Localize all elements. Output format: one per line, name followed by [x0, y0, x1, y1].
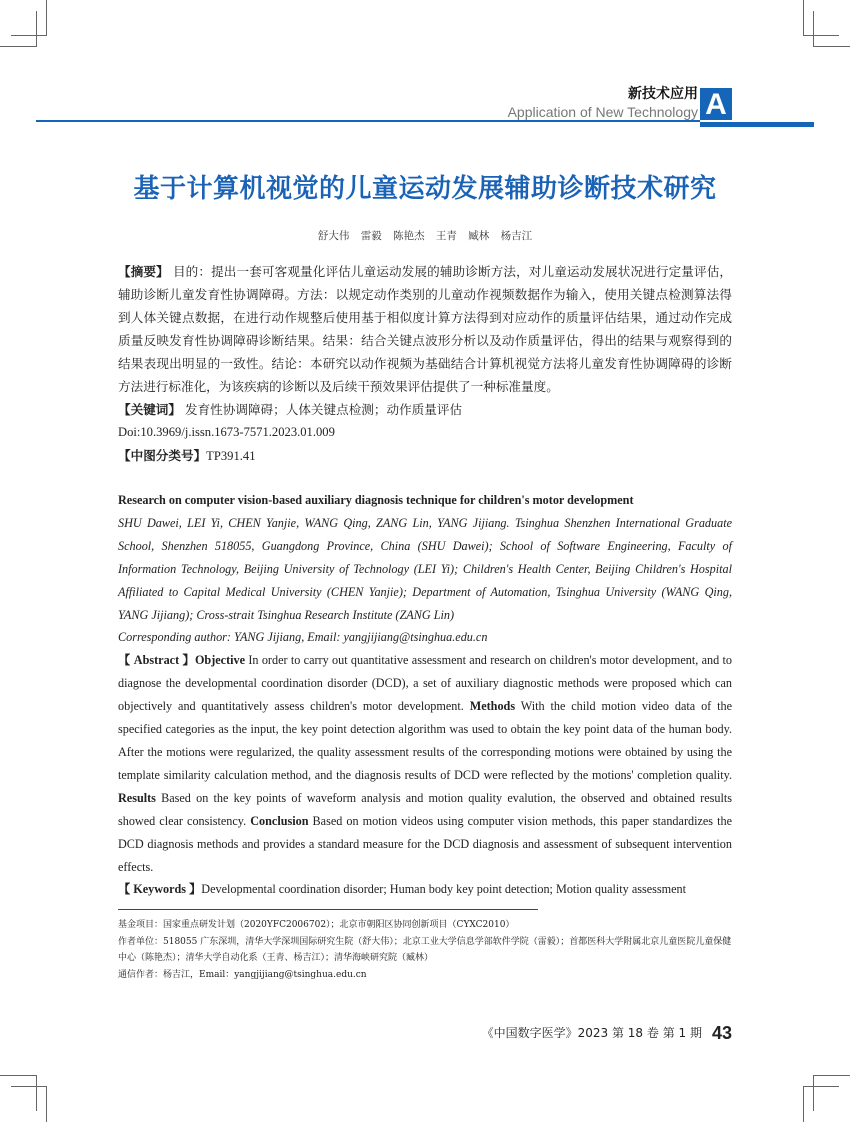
- clc-label: 【中图分类号】: [118, 448, 207, 463]
- section-title-cn: 新技术应用: [628, 86, 698, 102]
- results-text: Based on the key points of waveform analysis and motion quality evalution, the observed and obtained results showed clear consistency.: [118, 790, 732, 828]
- footnotes: [118, 917, 732, 983]
- header-rule: [36, 120, 700, 122]
- keywords-en-text: Developmental coordination disorder; Human body key point detection; Motion quality assessment: [201, 882, 686, 897]
- conclusion-label: Conclusion: [250, 813, 309, 828]
- english-abstract: [118, 649, 732, 878]
- footnote-rule: [118, 909, 538, 910]
- keywords-en-label: 【 Keywords 】: [118, 882, 202, 897]
- objective-label: Objective: [194, 653, 246, 668]
- abstract-text: 目的：提出一套可客观量化评估儿童运动发展的辅助诊断方法，对儿童运动发展状况进行定量评估，辅助诊断儿童发育性协调障碍。方法：以规定动作类别的儿童动作视频数据作为输入，使用关键点检测算法得到人体关键点数据，在进行动作规整后使用基于相似度计算方法得到对应动作的质量评估结果，通过动作完成质量反映发育性协调障碍诊断结果。结果：结合关键点波形分析以及动作质量评估，得出的结果与观察得到的结果表现出明显的一致性。结论：本研究以动作视频为基础结合计算机视觉方法将儿童发育性协调障碍的诊断方法进行标准化，为该疾病的诊断以及后续干预效果评估提供了一种标准量度。: [118, 264, 733, 394]
- conclusion-text: Based on motion videos using computer vision methods, this paper standardizes the DCD diagnosis methods and provides a standard measure for the DCD diagnosis and assessment of subsequent intervention effects.: [118, 813, 732, 874]
- header-bar: [700, 122, 814, 127]
- methods-text: With the child motion video data of the specified categories as the input, the key point detection algorithm was used to obtain the key point data of the human body. After the motions were regularized, the quality assessment results of the corresponding motions were obtained by using the template similarity calculation method, and the diagnosis results of DCD were reflected by the motions' completion quality.: [118, 699, 732, 782]
- journal-info: 《中国数字医学》2023 第 18 卷 第 1 期: [481, 1026, 702, 1040]
- section-title-en: Application of New Technology: [507, 104, 698, 120]
- clc-code: TP391.41: [206, 449, 256, 463]
- correspondence-note: 通信作者：杨吉江，Email：yangjijiang@tsinghua.edu.cn: [118, 969, 367, 980]
- objective-text: In order to carry out quantitative assessment and research on children's motor development, and to diagnose the developmental coordination disorder (DCD), a set of auxiliary diagnostic methods were proposed which can objectively and quantitatively assess children's motor development.: [118, 653, 732, 714]
- english-keywords: [118, 878, 732, 901]
- section-letter-badge: A: [700, 88, 732, 120]
- page-footer: [118, 1014, 732, 1044]
- abstract-cn: [118, 260, 732, 468]
- english-affiliation: SHU Dawei, LEI Yi, CHEN Yanjie, WANG Qing, ZANG Lin, YANG Jijiang. Tsinghua Shenzhen International Graduate School, Shenzhen 518055, Guangdong Province, China (SHU Dawei); School of Software Engineering, Faculty of Information Technology, Beijing University of Technology (LEI Yi); Children's Health Center, Beijing Children's Hospital Affiliated to Capital Medical University (CHEN Yanjie); Department of Automation, Tsinghua University (WANG Qing, YANG Jijiang); Cross-strait Tsinghua Research Institute (ZANG Lin): [118, 515, 732, 622]
- paper-title: 基于计算机视觉的儿童运动发展辅助诊断技术研究: [133, 174, 717, 204]
- lower-section: [118, 489, 732, 1044]
- methods-label: Methods: [469, 699, 516, 714]
- abstract-en-label: 【 Abstract 】: [118, 653, 195, 668]
- affiliation-note: 作者单位：518055 广东深圳，清华大学深圳国际研究生院（舒大伟）；北京工业大学信息学部软件学院（雷毅）；首都医科大学附属北京儿童医院儿童保健中心（陈艳杰）；清华大学自动化系（王青、杨吉江）；清华海峡研究院（臧林）: [118, 936, 732, 964]
- funding-note: 基金项目：国家重点研发计划（2020YFC2006702）；北京市朝阳区协同创新项目（CYXC2010）: [118, 920, 515, 931]
- english-title: Research on computer vision-based auxiliary diagnosis technique for children's motor development: [118, 493, 634, 507]
- english-section: [118, 489, 732, 901]
- authors: 舒大伟 雷毅 陈艳杰 王青 臧林 杨吉江: [317, 230, 533, 242]
- page-number: 43: [711, 1023, 732, 1043]
- keywords-text: 发育性协调障碍；人体关键点检测；动作质量评估: [184, 402, 463, 417]
- doi: Doi:10.3969/j.issn.1673-7571.2023.01.009: [118, 425, 335, 439]
- keywords-label: 【关键词】: [118, 402, 181, 417]
- abstract-label: 【摘要】: [118, 264, 169, 279]
- corresponding-author: Corresponding author: YANG Jijiang, Email: yangjijiang@tsinghua.edu.cn: [118, 630, 488, 645]
- results-label: Results: [118, 790, 156, 805]
